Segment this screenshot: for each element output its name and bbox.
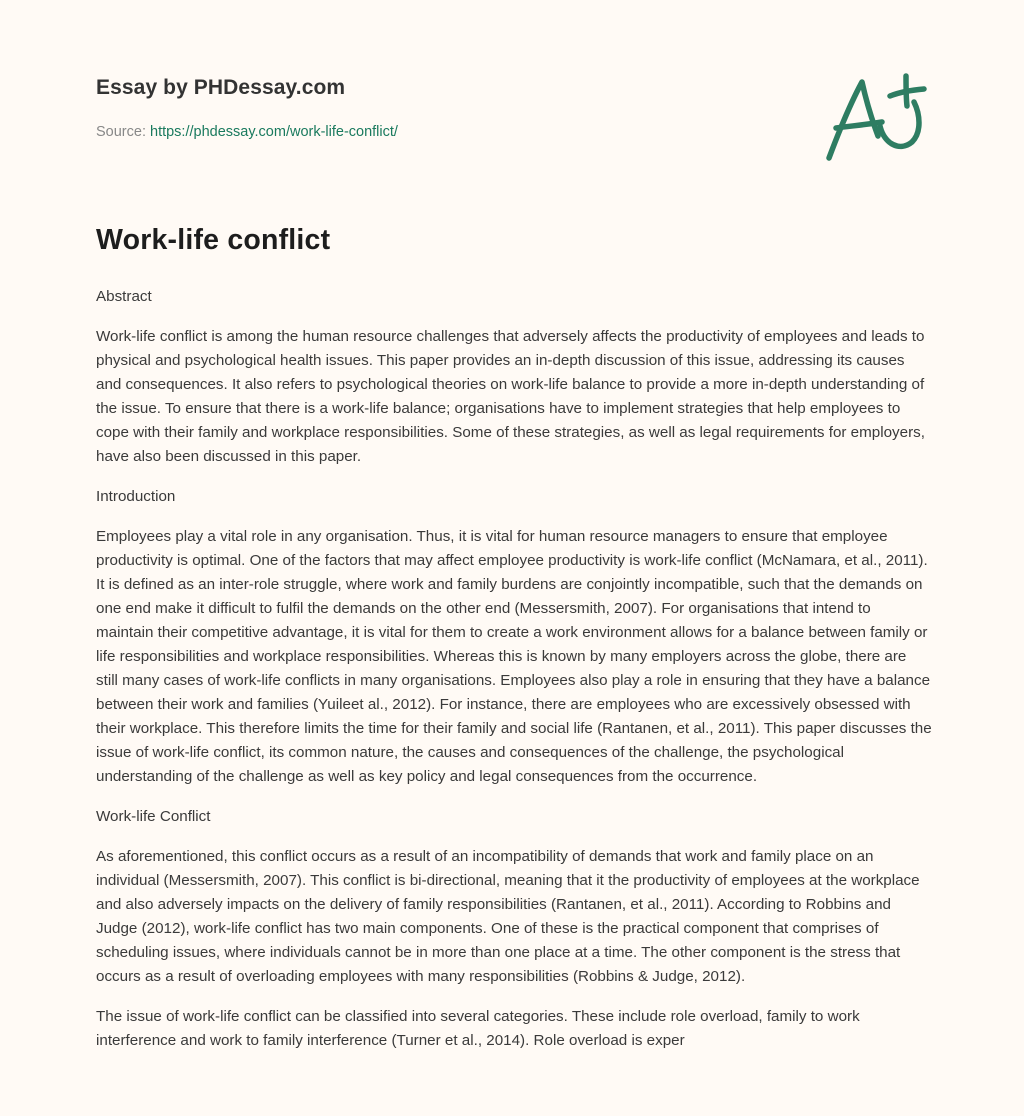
a-plus-grade-icon <box>820 64 930 168</box>
section-heading-work-life-conflict: Work-life Conflict <box>96 808 211 825</box>
source-label: Source: <box>96 124 150 140</box>
essay-title: Work-life conflict <box>96 224 331 256</box>
paragraph-introduction: Employees play a vital role in any organisation. Thus, it is vital for human resource managers to ensure that employee productivity is optimal. One of the factors that may affect employee productivity is work-life conflict (McNamara, et al., 2011). It is defined as an inter-role struggle, where work and family burdens are conjointly incompatible, such that the demands on one end make it difficult to fulfil the demands on the other end (Messersmith, 2007). For organisations that intend to maintain their competitive advantage, it is vital for them to create a work environment allows for a balance between family or life responsibilities and workplace responsibilities. Whereas this is known by many employers across the globe, there are still many cases of work-life conflicts in many organisations. Employees also play a role in ensuring that they have a balance between their work and families (Yuileet al., 2012). For instance, there are employees who are excessively obsessed with their workplace. This therefore limits the time for their family and social life (Rantanen, et al., 2011). This paper discusses the issue of work-life conflict, its common nature, the causes and consequences of the challenge, the psychological understanding of the challenge as well as key policy and legal consequences from the occurrence. <box>96 528 932 785</box>
paragraph-work-life-conflict-2: The issue of work-life conflict can be classified into several categories. These include role overload, family to work interference and work to family interference (Turner et al., 2014). Role overload is exper <box>96 1008 860 1049</box>
section-heading-abstract: Abstract <box>96 288 152 305</box>
paragraph-abstract: Work-life conflict is among the human resource challenges that adversely affects the productivity of employees and leads to physical and psychological health issues. This paper provides an in-depth discussion of this issue, addressing its causes and consequences. It also refers to psychological theories on work-life balance to provide a more in-depth understanding of the issue. To ensure that there is a work-life balance; organisations have to implement strategies that help employees to cope with their family and workplace responsibilities. Some of these strategies, as well as legal requirements for employers, have also been discussed in this paper. <box>96 328 925 465</box>
source-link[interactable]: https://phdessay.com/work-life-conflict/ <box>150 124 398 140</box>
brand-title: Essay by PHDessay.com <box>96 76 346 99</box>
paragraph-work-life-conflict-1: As aforementioned, this conflict occurs as a result of an incompatibility of demands that work and family place on an individual (Messersmith, 2007). This conflict is bi-directional, meaning that it the productivity of employees at the workplace and also adversely impacts on the delivery of family responsibilities (Rantanen, et al., 2011). According to Robbins and Judge (2012), work-life conflict has two main components. One of these is the practical component that comprises of scheduling issues, where individuals cannot be in more than one place at a time. The other component is the stress that occurs as a result of overloading employees with many responsibilities (Robbins & Judge, 2012). <box>96 848 920 985</box>
source-line <box>96 124 398 140</box>
essay-body <box>96 285 932 1069</box>
section-heading-introduction: Introduction <box>96 488 176 505</box>
